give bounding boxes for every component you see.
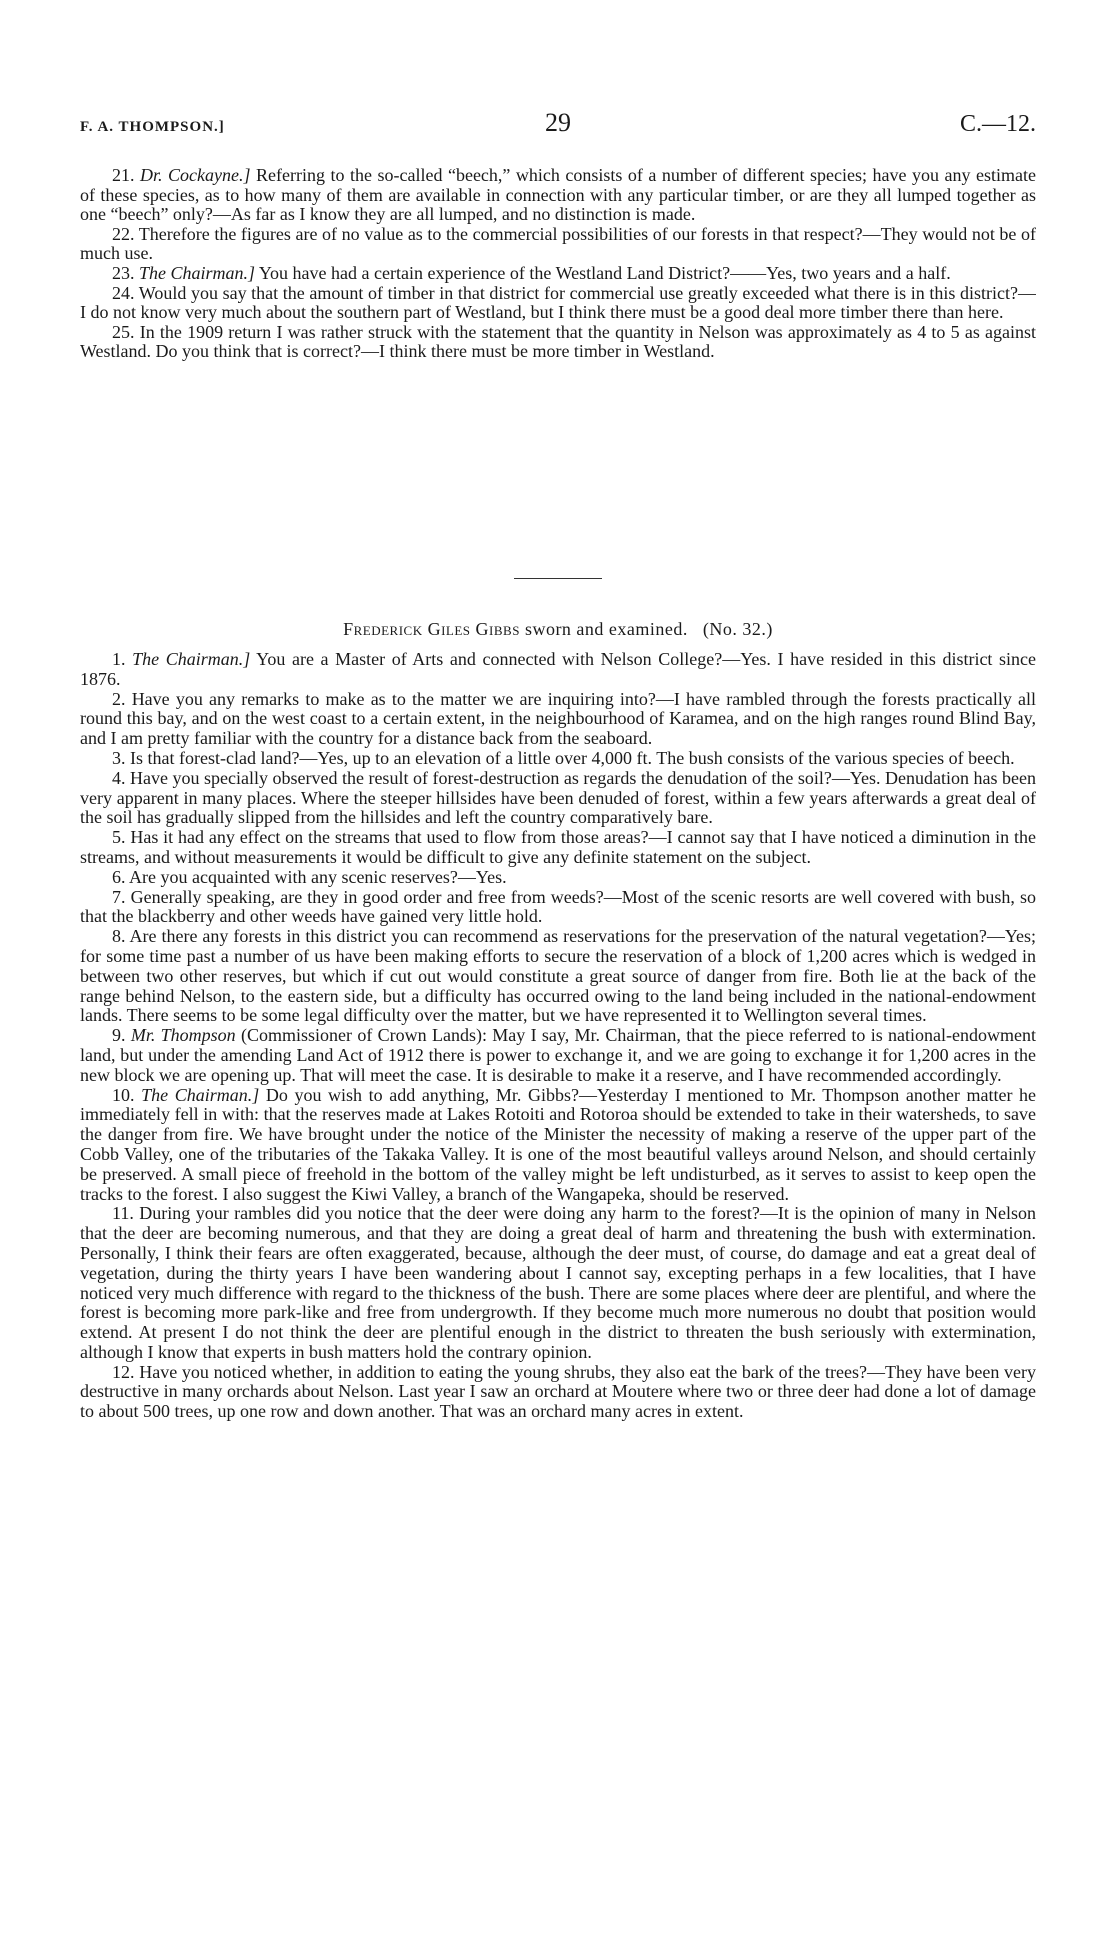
page-number: 29 bbox=[545, 108, 571, 137]
question-25: 25. In the 1909 return I was rather struck with the statement that the quantity in Nelson was approximately as 4 to 5 as against Westland. Do you think that is correct?—I think there must be more timber in Westland. bbox=[80, 321, 1036, 362]
question-3: 3. Is that forest-clad land?—Yes, up to an elevation of a little over 4,000 ft. The bush consists of the various species of beech. bbox=[112, 747, 1015, 768]
question-2: 2. Have you any remarks to make as to the matter we are inquiring into?—I have rambled through the forests practically all round this bay, and on the west coast to a certain extent, in the neighbourhood of Karamea, and on the high ranges round Blind Bay, and I am pretty familiar with the country for a distance back from the seaboard. bbox=[80, 688, 1037, 749]
question-9: 9. Mr. Thompson (Commissioner of Crown Lands): May I say, Mr. Chairman, that the piece referred to is national-endowment land, but under the amending Land Act of 1912 there is power to exchange it, and we are going to exchange it for 1,200 acres in the new block we are opening up. That will meet the case. It is desirable to make it a reserve, and I have recommended accordingly. bbox=[80, 1025, 1036, 1085]
witness-number: (No. 32.) bbox=[702, 619, 773, 639]
thompson-testimony-continued bbox=[80, 166, 1036, 526]
witness-name: Frederick Giles Gibbs bbox=[343, 619, 520, 639]
question-12: 12. Have you noticed whether, in addition to eating the young shrubs, they also eat the bark of the trees?—They have been very destructive in many orchards about Nelson. Last year I saw an orchard at Moutere where two or three deer had done a lot of damage to about 500 trees, up one row and down another. That was an orchard many acres in extent. bbox=[80, 1361, 1037, 1422]
gibbs-testimony bbox=[80, 650, 1036, 1422]
section-divider bbox=[514, 578, 602, 579]
witness-heading bbox=[80, 619, 1036, 640]
question-7: 7. Generally speaking, are they in good order and free from weeds?—Most of the scenic resorts are well covered with bush, so that the blackberry and other weeds have gained very little hold. bbox=[80, 886, 1037, 927]
question-5: 5. Has it had any effect on the streams that used to flow from those areas?—I cannot say that I have noticed a diminution in the streams, and without measurements it would be difficult to give any definite statement on the subject. bbox=[80, 827, 1036, 867]
question-23: 23. The Chairman.] You have had a certain experience of the Westland Land District?——Yes, two years and a half. bbox=[112, 262, 951, 283]
question-21: 21. Dr. Cockayne.] Referring to the so-called “beech,” which consists of a number of different species; have you any estimate of these species, as to how many of them are available in connection with any particular timber, or are they all lumped together as one “beech” only?—As far as I know they are all lumped, and no distinction is made. bbox=[80, 166, 1036, 225]
document-reference: C.—12. bbox=[959, 111, 1036, 137]
speaker: The Chairman.] bbox=[139, 262, 256, 283]
question-1: 1. The Chairman.] You are a Master of Arts and connected with Nelson College?—Yes. I have resided in this district since 1876. bbox=[80, 649, 1037, 689]
question-8: 8. Are there any forests in this district you can recommend as reservations for the preservation of the natural vegetation?—Yes; for some time past a number of us have been making efforts to secure the reservation of a block of 1,200 acres which is wedged in between two other reserves, but which if cut out would constitute a great source of danger from fire. Both lie at the back of the range behind Nelson, to the eastern side, but a difficulty has occurred owing to the land being included in the national-endowment lands. There seems to be some legal difficulty over the matter, but we have represented it to Wellington several times. bbox=[80, 926, 1037, 1026]
question-11: 11. During your rambles did you notice that the deer were doing any harm to the forest?—It is the opinion of many in Nelson that the deer are becoming numerous, and that they are doing a great deal of harm and threatening the bush with extermination. Personally, I think their fears are often exaggerated, because, although the deer must, of course, do damage and eat a great deal of vegetation, during the thirty years I have been wandering about I cannot say, excepting perhaps in a few localities, that I have noticed very much difference with regard to the thickness of the bush. There are some places where deer are plentiful, and where the forest is becoming more park-like and free from undergrowth. If they become much more numerous no doubt that position would extend. At present I do not think the deer are plentiful enough in the district to threaten the bush seriously with extermination, although I know that experts in bush matters hold the contrary opinion. bbox=[80, 1203, 1036, 1362]
question-24: 24. Would you say that the amount of timber in that district for commercial use greatly exceeded what there is in this district?—I do not know very much about the southern part of Westland, but I think there must be a good deal more timber there than here. bbox=[80, 282, 1036, 323]
speaker: Mr. Thompson bbox=[130, 1025, 236, 1046]
speaker: The Chairman.] bbox=[132, 649, 251, 669]
question-6: 6. Are you acquainted with any scenic reserves?—Yes. bbox=[112, 866, 507, 887]
speaker: Dr. Cockayne.] bbox=[140, 166, 251, 185]
header-witness-name: F. A. THOMPSON.] bbox=[80, 119, 225, 135]
document-page bbox=[80, 108, 1036, 1422]
question-10: 10. The Chairman.] Do you wish to add anything, Mr. Gibbs?—Yesterday I mentioned to Mr. Thompson another matter he immediately fell in with: that the reserves made at Lakes Rotoiti and Rotoroa should be extended to take in their watersheds, to save the danger from fire. We have brought under the notice of the Minister the necessity of making a reserve of the upper part of the Cobb Valley, one of the tributaries of the Takaka Valley. It is one of the most beautiful valleys around Nelson, and should certainly be preserved. A small piece of freehold in the bottom of the valley might be left undisturbed, as it serves to assist to keep open the tracks to the forest. I also suggest the Kiwi Valley, a branch of the Wangapeka, should be reserved. bbox=[80, 1084, 1037, 1204]
question-22: 22. Therefore the figures are of no value as to the commercial possibilities of our forests in that respect?—They would not be of much use. bbox=[80, 223, 1036, 264]
witness-status: sworn and examined. bbox=[524, 619, 688, 639]
speaker: The Chairman.] bbox=[141, 1084, 260, 1105]
question-4: 4. Have you specially observed the result of forest-destruction as regards the denudation of the soil?—Yes. Denudation has been very apparent in many places. Where the steeper hillsides have been denuded of forest, within a few years afterwards a great deal of the soil has gradually slipped from the hillsides and left the country comparatively bare. bbox=[80, 767, 1036, 828]
page-header bbox=[80, 108, 1036, 148]
